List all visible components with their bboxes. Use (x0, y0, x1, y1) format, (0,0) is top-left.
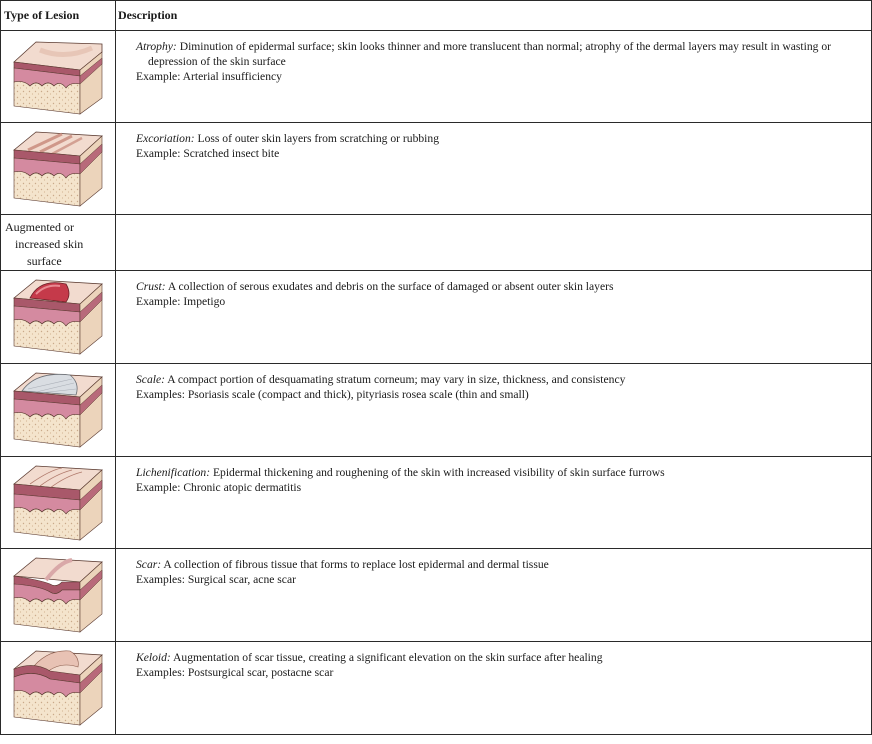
crust-term: Crust: (136, 280, 166, 293)
scar-description (116, 549, 872, 642)
description-header-text: Description (118, 8, 178, 22)
table-row (1, 549, 872, 642)
scale-definition: A compact portion of desquamating stratum corneum; may vary in size, thickness, and consistency (164, 373, 626, 386)
lichenification-example: Example: Chronic atopic dermatitis (136, 481, 302, 494)
scar-definition: A collection of fibrous tissue that forms to replace lost epidermal and dermal tissue (161, 558, 549, 571)
type-header (1, 1, 116, 31)
excoriation-cell (1, 123, 116, 215)
scar-example: Examples: Surgical scar, acne scar (136, 573, 296, 586)
scale-illustration (10, 369, 106, 449)
table-row (1, 457, 872, 549)
lichenification-definition: Epidermal thickening and roughening of the skin with increased visibility of skin surface furrows (210, 466, 665, 479)
scale-description (116, 364, 872, 457)
keloid-term: Keloid: (136, 651, 171, 664)
crust-definition: A collection of serous exudates and debris on the surface of damaged or absent outer skin layers (165, 280, 614, 293)
excoriation-example: Example: Scratched insect bite (136, 147, 280, 160)
keloid-cell (1, 642, 116, 735)
keloid-illustration (10, 647, 106, 727)
group-label-line2: increased skin (15, 237, 84, 251)
group-label-line3: surface (27, 254, 62, 268)
table-row (1, 364, 872, 457)
table-row (1, 642, 872, 735)
scale-example: Examples: Psoriasis scale (compact and thick), pityriasis rosea scale (thin and small) (136, 388, 529, 401)
keloid-definition: Augmentation of scar tissue, creating a significant elevation on the skin surface after healing (170, 651, 603, 664)
group-label (1, 215, 115, 270)
crust-illustration (10, 276, 106, 356)
table-row (1, 271, 872, 364)
type-header-text: Type of Lesion (4, 8, 80, 22)
excoriation-illustration (10, 128, 106, 208)
crust-cell (1, 271, 116, 364)
table-row (1, 123, 872, 215)
table-row (1, 31, 872, 123)
keloid-example: Examples: Postsurgical scar, postacne scar (136, 666, 334, 679)
lichenification-term: Lichenification: (136, 466, 211, 479)
group-label-line1: Augmented or (5, 220, 74, 234)
crust-example: Example: Impetigo (136, 295, 226, 308)
excoriation-description (116, 123, 872, 215)
lichenification-cell (1, 457, 116, 549)
group-label-cell (1, 215, 116, 271)
atrophy-example: Example: Arterial insufficiency (136, 70, 282, 83)
atrophy-illustration (10, 36, 106, 116)
scar-cell (1, 549, 116, 642)
atrophy-cell (1, 31, 116, 123)
group-row (1, 215, 872, 271)
scar-illustration (10, 554, 106, 634)
atrophy-term: Atrophy: (136, 40, 177, 53)
atrophy-description (116, 31, 872, 123)
group-empty-cell (116, 215, 872, 271)
keloid-description (116, 642, 872, 735)
scar-term: Scar: (136, 558, 162, 571)
atrophy-definition-cont: depression of the skin surface (148, 55, 286, 68)
description-header (116, 1, 872, 31)
lichenification-illustration (10, 462, 106, 542)
excoriation-term: Excoriation: (136, 132, 195, 145)
lichenification-description (116, 457, 872, 549)
crust-description (116, 271, 872, 364)
scale-cell (1, 364, 116, 457)
header-row (1, 1, 872, 31)
excoriation-definition: Loss of outer skin layers from scratching or rubbing (194, 132, 439, 145)
scale-term: Scale: (136, 373, 165, 386)
atrophy-definition: Diminution of epidermal surface; skin looks thinner and more translucent than normal; atrophy of the dermal layers may result in wasting or (176, 40, 832, 53)
